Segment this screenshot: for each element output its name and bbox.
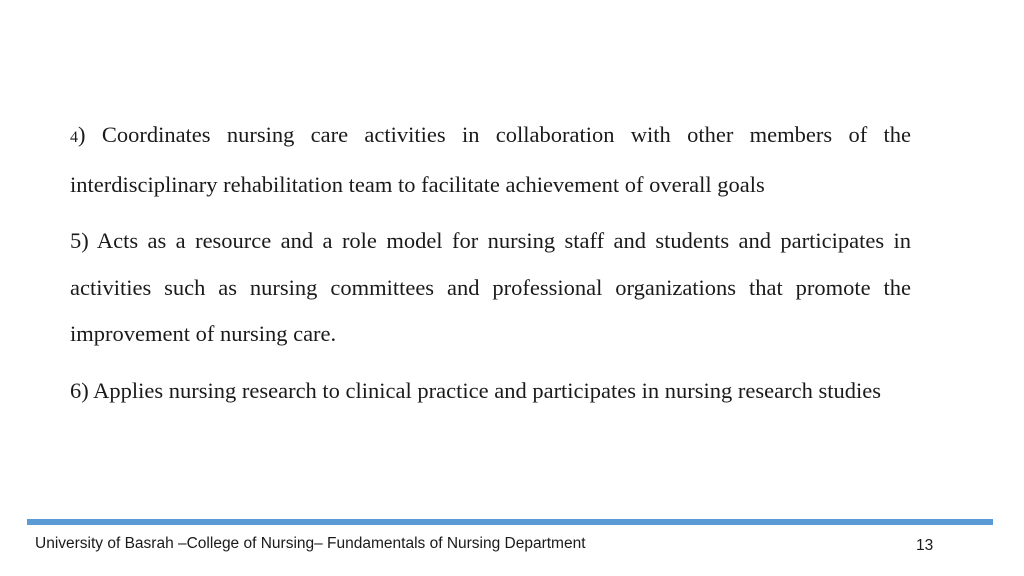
page-number: 13 bbox=[916, 537, 934, 554]
item-number-suffix: ) bbox=[78, 122, 86, 147]
slide-body bbox=[70, 112, 911, 424]
item-text: Coordinates nursing care activities in collaboration with other members of the interdisciplinary rehabilitation team to facilitate achievement of overall goals bbox=[70, 122, 911, 197]
list-item-5: 5) Acts as a resource and a role model for nursing staff and students and participates in activities such as nursing committees and professional organizations that promote the improvement of nursing care. bbox=[70, 228, 911, 346]
footer-text: University of Basrah –College of Nursing– Fundamentals of Nursing Department bbox=[35, 535, 586, 552]
list-item-6: 6) Applies nursing research to clinical practice and participates in nursing research studies bbox=[70, 377, 881, 403]
footer-divider bbox=[27, 519, 993, 525]
list-item-4 bbox=[70, 112, 911, 208]
item-number: 4 bbox=[70, 129, 78, 146]
